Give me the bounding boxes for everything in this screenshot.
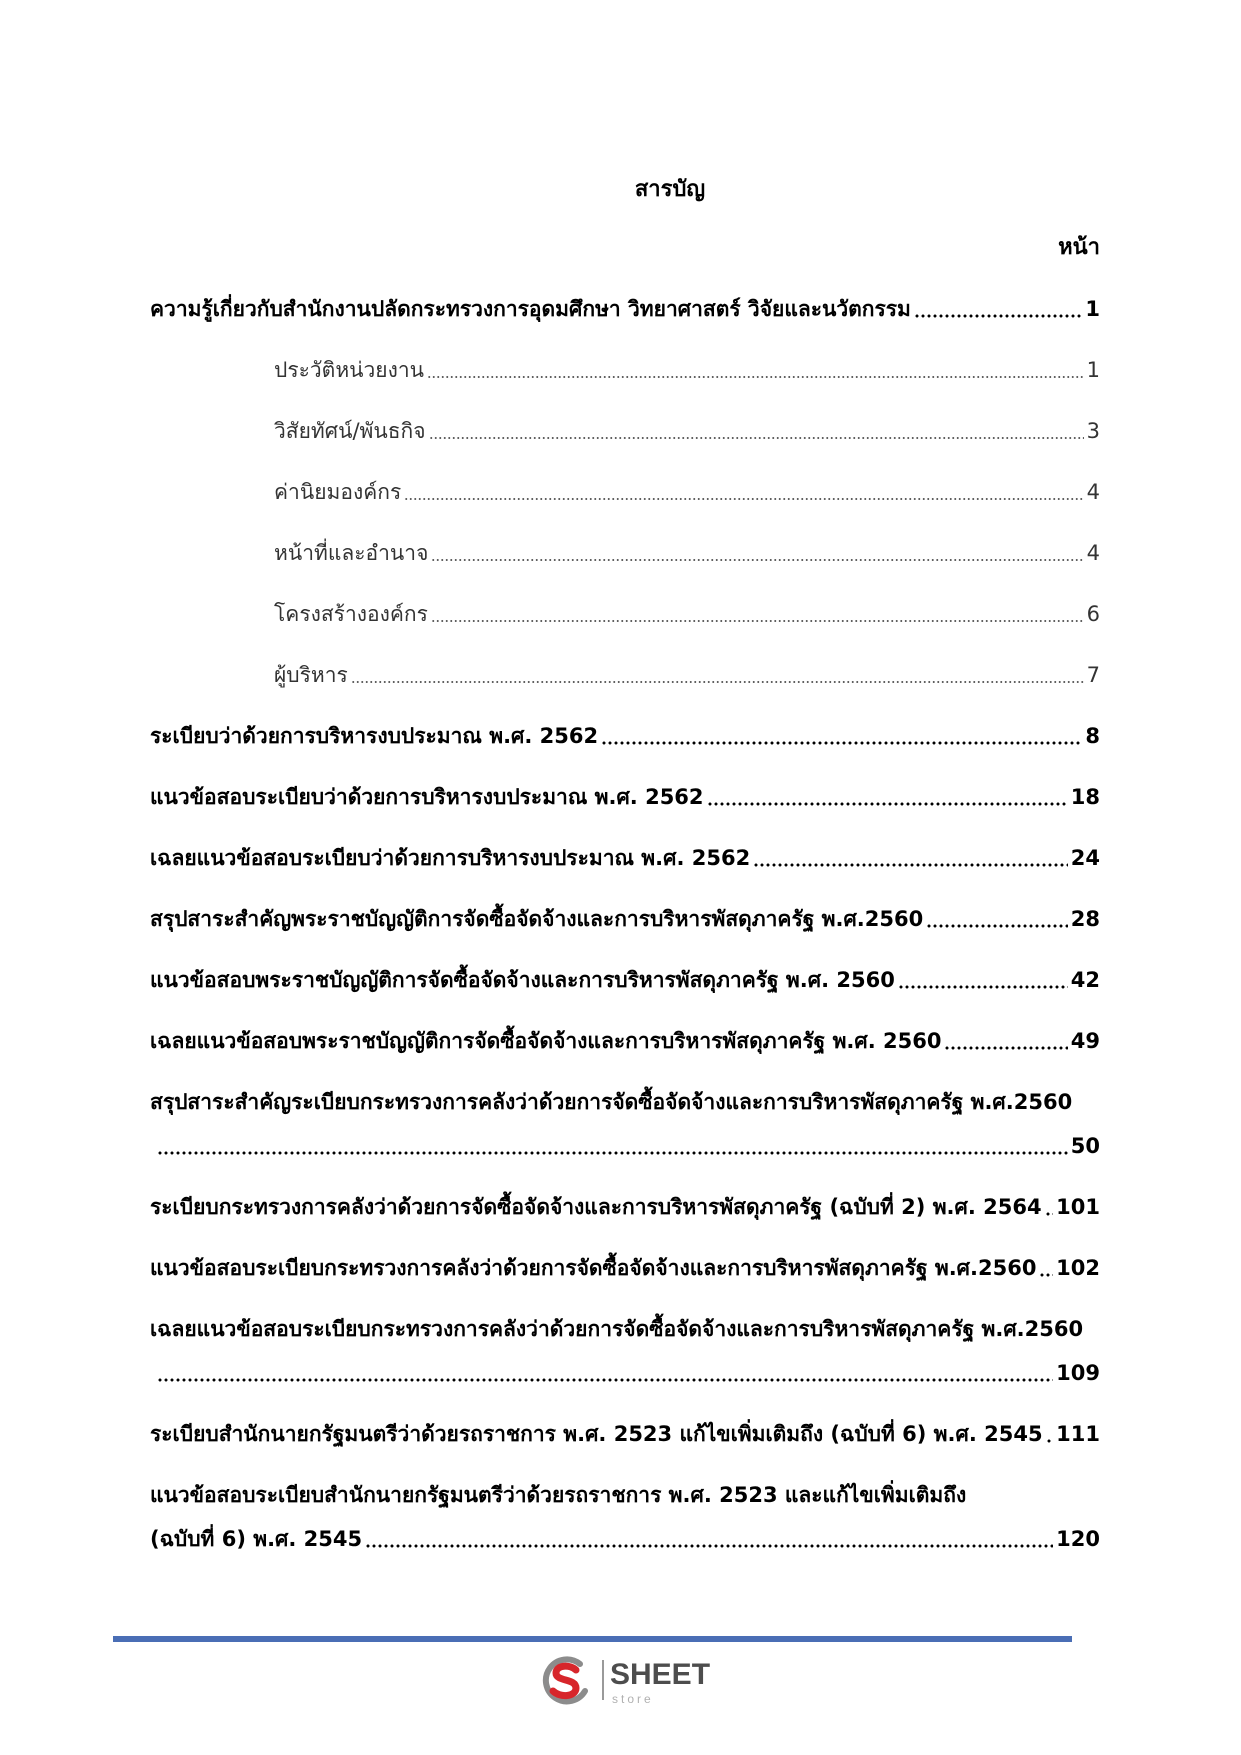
toc-entry-title: สรุปสาระสำคัญระเบียบกระทรวงการคลังว่าด้วยการจัดซื้อจัดจ้างและการบริหารพัสดุภาครัฐ พ.ศ.2560 — [150, 1090, 1073, 1114]
toc-entry-page: 109 — [1056, 1361, 1100, 1385]
toc-entry-wrapped — [150, 1080, 1100, 1168]
toc-entry-page: 101 — [1056, 1195, 1100, 1219]
toc-entry-title: ระเบียบว่าด้วยการบริหารงบประมาณ พ.ศ. 2562 — [150, 724, 599, 748]
toc-subentry — [150, 409, 1100, 453]
toc-entry-title: สรุปสาระสำคัญพระราชบัญญัติการจัดซื้อจัดจ้างและการบริหารพัสดุภาครัฐ พ.ศ.2560 — [150, 907, 924, 931]
dot-leader — [707, 775, 1068, 819]
toc-entry — [150, 1185, 1100, 1229]
toc-entry-title: ประวัติหน่วยงาน — [274, 358, 425, 382]
toc-entry-title: เฉลยแนวข้อสอบพระราชบัญญัติการจัดซื้อจัดจ้างและการบริหารพัสดุภาครัฐ พ.ศ. 2560 — [150, 1029, 942, 1053]
toc-entry-page: 7 — [1086, 663, 1100, 687]
toc-entry-page: 111 — [1056, 1422, 1100, 1446]
dot-leader — [365, 1517, 1053, 1561]
dot-leader — [1045, 1185, 1054, 1229]
dot-leader — [431, 592, 1084, 636]
toc-entry-page: 4 — [1086, 541, 1100, 565]
toc-entry — [150, 287, 1100, 331]
toc-entry — [150, 958, 1100, 1002]
toc-entry — [150, 775, 1100, 819]
toc-entry — [150, 1019, 1100, 1063]
brand-name: SHEET — [610, 1658, 711, 1691]
toc-entry-title: ค่านิยมองค์กร — [274, 480, 402, 504]
sheet-store-logo-icon — [540, 1656, 592, 1706]
toc-entry-page: 1 — [1085, 297, 1100, 321]
toc-entry-page: 50 — [1070, 1134, 1100, 1158]
dot-leader — [429, 409, 1084, 453]
toc-entry-page: 102 — [1056, 1256, 1100, 1280]
dot-leader — [926, 897, 1068, 941]
toc-entry-title: แนวข้อสอบระเบียบสำนักนายกรัฐมนตรีว่าด้วยรถราชการ พ.ศ. 2523 และแก้ไขเพิ่มเติมถึง — [150, 1483, 967, 1507]
toc-subentry — [150, 653, 1100, 697]
brand-subtitle: store — [612, 1692, 654, 1706]
table-of-contents — [150, 287, 1100, 1578]
dot-leader — [351, 653, 1084, 697]
toc-entry — [150, 897, 1100, 941]
dot-leader — [157, 1124, 1068, 1168]
dot-leader — [404, 470, 1083, 514]
dot-leader — [431, 531, 1083, 575]
toc-entry — [150, 1412, 1100, 1456]
dot-leader — [914, 287, 1082, 331]
brand-logo — [540, 1654, 730, 1712]
toc-entry-title: แนวข้อสอบพระราชบัญญัติการจัดซื้อจัดจ้างและการบริหารพัสดุภาครัฐ พ.ศ. 2560 — [150, 968, 895, 992]
dot-leader — [944, 1019, 1067, 1063]
toc-entry — [150, 1246, 1100, 1290]
toc-entry-page: 1 — [1086, 358, 1100, 382]
dot-leader — [157, 1351, 1053, 1395]
toc-entry-title: ระเบียบกระทรวงการคลังว่าด้วยการจัดซื้อจัดจ้างและการบริหารพัสดุภาครัฐ (ฉบับที่ 2) พ.ศ. 2564 — [150, 1195, 1042, 1219]
toc-entry-title: ผู้บริหาร — [274, 663, 348, 687]
toc-entry-title: เฉลยแนวข้อสอบระเบียบว่าด้วยการบริหารงบประมาณ พ.ศ. 2562 — [150, 846, 751, 870]
dot-leader — [1046, 1412, 1054, 1456]
toc-entry-page: 6 — [1086, 602, 1100, 626]
toc-entry-page: 42 — [1070, 968, 1100, 992]
toc-entry-wrapped — [150, 1473, 1100, 1561]
toc-entry-title: ความรู้เกี่ยวกับสำนักงานปลัดกระทรวงการอุดมศึกษา วิทยาศาสตร์ วิจัยและนวัตกรรม — [150, 297, 911, 321]
toc-entry-title: หน้าที่และอำนาจ — [274, 541, 429, 565]
toc-entry-page: 3 — [1086, 419, 1100, 443]
toc-entry-page: 8 — [1085, 724, 1100, 748]
toc-subentry — [150, 470, 1100, 514]
page-title: สารบัญ — [634, 177, 706, 202]
toc-entry-page: 120 — [1056, 1527, 1100, 1551]
toc-entry-title: ระเบียบสำนักนายกรัฐมนตรีว่าด้วยรถราชการ พ.ศ. 2523 แก้ไขเพิ่มเติมถึง (ฉบับที่ 6) พ.ศ. 2545 — [150, 1422, 1043, 1446]
toc-entry-page: 4 — [1086, 480, 1100, 504]
dot-leader — [427, 348, 1084, 392]
toc-entry-page: 24 — [1070, 846, 1100, 870]
toc-entry-title: โครงสร้างองค์กร — [274, 602, 428, 626]
page-column-header: หน้า — [1058, 235, 1100, 260]
toc-subentry — [150, 531, 1100, 575]
footer-rule — [113, 1636, 1072, 1642]
toc-entry-page: 28 — [1070, 907, 1100, 931]
dot-leader — [601, 714, 1082, 758]
brand-divider — [602, 1660, 604, 1700]
toc-entry-title-continued: (ฉบับที่ 6) พ.ศ. 2545 — [150, 1527, 363, 1551]
toc-entry-page: 49 — [1070, 1029, 1100, 1053]
toc-entry — [150, 714, 1100, 758]
toc-entry-title: เฉลยแนวข้อสอบระเบียบกระทรวงการคลังว่าด้วยการจัดซื้อจัดจ้างและการบริหารพัสดุภาครัฐ พ.ศ.2560 — [150, 1317, 1084, 1341]
dot-leader — [753, 836, 1068, 880]
toc-entry-title: แนวข้อสอบระเบียบว่าด้วยการบริหารงบประมาณ พ.ศ. 2562 — [150, 785, 704, 809]
dot-leader — [1039, 1246, 1053, 1290]
toc-entry — [150, 836, 1100, 880]
toc-entry-wrapped — [150, 1307, 1100, 1395]
toc-entry-title: วิสัยทัศน์/พันธกิจ — [274, 419, 426, 443]
dot-leader — [898, 958, 1068, 1002]
toc-subentry — [150, 592, 1100, 636]
toc-entry-title: แนวข้อสอบระเบียบกระทรวงการคลังว่าด้วยการจัดซื้อจัดจ้างและการบริหารพัสดุภาครัฐ พ.ศ.2560 — [150, 1256, 1037, 1280]
toc-entry-page: 18 — [1070, 785, 1100, 809]
toc-subentry — [150, 348, 1100, 392]
